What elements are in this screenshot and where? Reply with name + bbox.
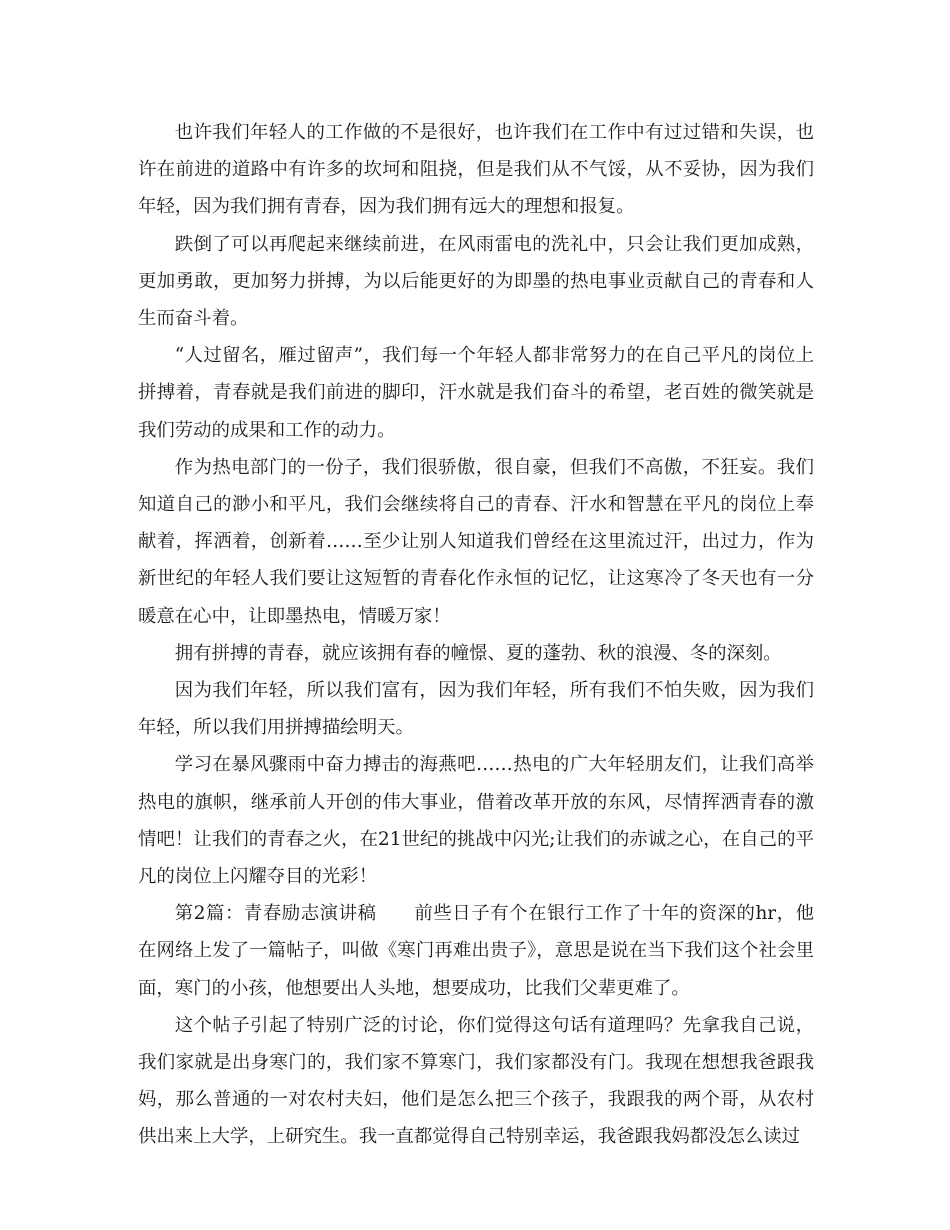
paragraph: 也许我们年轻人的工作做的不是很好，也许我们在工作中有过过错和失误，也许在前进的道路中有许多的坎坷和阻挠，但是我们从不气馁，从不妥协，因为我们年轻，因为我们拥有青春，因为我们拥有远大的理想和报复。: [138, 122, 814, 218]
document-body: [138, 114, 814, 1156]
paragraph: 这个帖子引起了特别广泛的讨论，你们觉得这句话有道理吗？先拿我自己说，我们家就是出身寒门的，我们家不算寒门，我们家都没有门。我现在想想我爸跟我妈，那么普通的一对农村夫妇，他们是怎么把三个孩子，我跟我的两个哥，从农村供出来上大学，上研究生。我一直都觉得自己特别幸运，我爸跟我妈都没怎么读过: [138, 1014, 814, 1148]
paragraph: 第2篇：青春励志演讲稿 前些日子有个在银行工作了十年的资深的hr，他在网络上发了一篇帖子，叫做《寒门再难出贵子》，意思是说在当下我们这个社会里面，寒门的小孩，他想要出人头地，想要成功，比我们父辈更难了。: [138, 903, 814, 999]
paragraph: 跌倒了可以再爬起来继续前进，在风雨雷电的洗礼中，只会让我们更加成熟，更加勇敢，更加努力拼搏，为以后能更好的为即墨的热电事业贡献自己的青春和人生而奋斗着。: [138, 233, 814, 330]
paragraph: 作为热电部门的一份子，我们很骄傲，很自豪，但我们不高傲，不狂妄。我们知道自己的渺小和平凡，我们会继续将自己的青春、汗水和智慧在平凡的岗位上奉献着，挥洒着，创新着……至少让别人知道我们曾经在这里流过汗，出过力，作为新世纪的年轻人我们要让这短暂的青春化作永恒的记忆，让这寒冷了冬天也有一分暖意在心中，让即墨热电，情暖万家！: [138, 456, 814, 627]
paragraph: 因为我们年轻，所以我们富有，因为我们年轻，所有我们不怕失败，因为我们年轻，所以我们用拼搏描绘明天。: [138, 680, 814, 739]
paragraph: 拥有拼搏的青春，就应该拥有春的幢憬、夏的蓬勃、秋的浪漫、冬的深刻。: [174, 642, 782, 664]
paragraph: 学习在暴风骤雨中奋力搏击的海燕吧……热电的广大年轻朋友们，让我们高举热电的旗帜，继承前人开创的伟大事业，借着改革开放的东风，尽情挥洒青春的激情吧！让我们的青春之火，在21世纪的挑战中闪光;让我们的赤诚之心，在自己的平凡的岗位上闪耀夺目的光彩！: [138, 754, 814, 888]
paragraph: “人过留名，雁过留声”，我们每一个年轻人都非常努力的在自己平凡的岗位上拼搏着，青春就是我们前进的脚印，汗水就是我们奋斗的希望，老百姓的微笑就是我们劳动的成果和工作的动力。: [138, 345, 814, 441]
